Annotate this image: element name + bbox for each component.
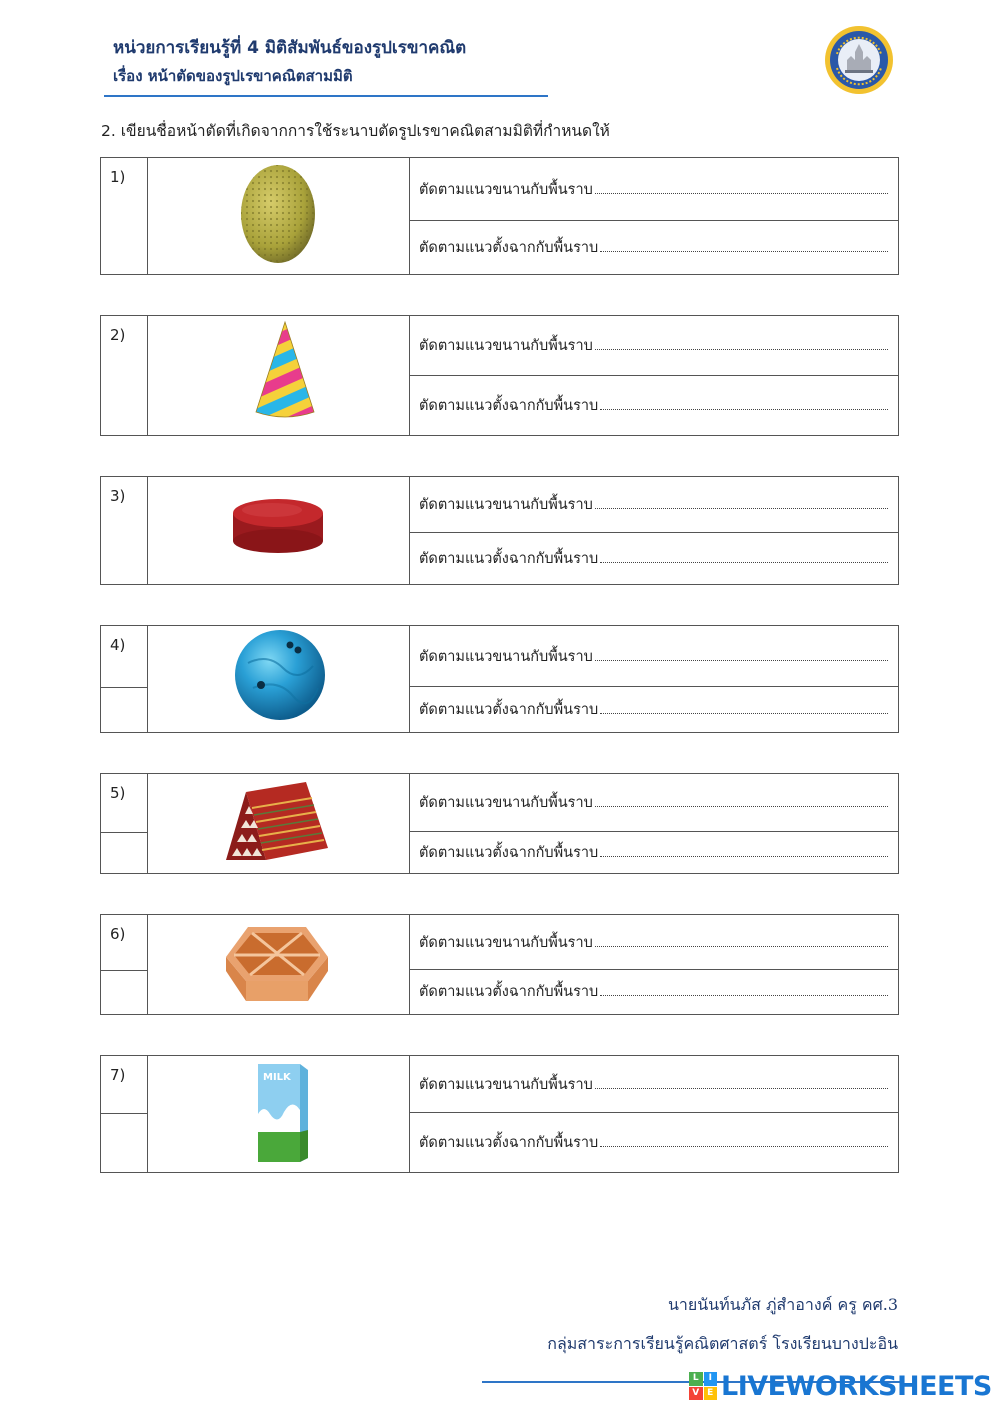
answer-vertical-label: ตัดตามแนวตั้งฉากกับพื้นราบ [419, 239, 599, 256]
question-4 [100, 625, 899, 733]
answer-vertical-blank[interactable] [600, 251, 888, 252]
answer-vertical-row[interactable] [410, 532, 898, 584]
answer-horizontal-row[interactable] [410, 477, 898, 533]
triangle-pillow-image [224, 778, 330, 864]
answer-cell [410, 774, 898, 873]
row-divider [101, 970, 148, 971]
question-number: 4) [110, 636, 126, 654]
answer-cell [410, 915, 898, 1014]
answer-horizontal-row[interactable] [410, 316, 898, 376]
answer-vertical-blank[interactable] [600, 562, 888, 563]
answer-cell [410, 1056, 898, 1172]
answer-horizontal-label: ตัดตามแนวขนานกับพื้นราบ [419, 795, 593, 811]
image-cell [148, 316, 410, 435]
image-cell [148, 774, 410, 873]
answer-horizontal-row[interactable] [410, 774, 898, 832]
bowling-ball-image [233, 628, 327, 722]
question-number-cell [101, 316, 148, 435]
answer-horizontal-label: ตัดตามแนวขนานกับพื้นราบ [419, 1076, 593, 1093]
answer-vertical-blank[interactable] [600, 1146, 888, 1147]
answer-vertical-blank[interactable] [600, 995, 888, 996]
answer-vertical-label: ตัดตามแนวตั้งฉากกับพื้นราบ [419, 550, 599, 567]
question-6 [100, 914, 899, 1015]
answer-horizontal-blank[interactable] [595, 806, 888, 807]
answer-vertical-row[interactable] [410, 375, 898, 435]
image-cell [148, 626, 410, 732]
liveworksheets-wordmark: LIVEWORKSHEETS [721, 1370, 992, 1402]
answer-vertical-row[interactable] [410, 220, 898, 274]
row-divider [101, 1113, 148, 1114]
answer-horizontal-label: ตัดตามแนวขนานกับพื้นราบ [419, 934, 593, 951]
question-number: 7) [110, 1066, 126, 1084]
liveworksheets-brand[interactable] [689, 1369, 992, 1403]
logo-letter: E [704, 1387, 718, 1401]
image-cell [148, 915, 410, 1014]
answer-vertical-blank[interactable] [600, 856, 888, 857]
question-1 [100, 157, 899, 275]
header-divider [104, 95, 548, 97]
question-number: 1) [110, 168, 126, 186]
answer-vertical-blank[interactable] [600, 409, 888, 410]
answer-vertical-label: ตัดตามแนวตั้งฉากกับพื้นราบ [419, 1134, 599, 1151]
answer-horizontal-row[interactable] [410, 158, 898, 221]
lesson-subtitle: เรื่อง หน้าตัดของรูปเรขาคณิตสามมิติ [113, 67, 353, 85]
image-cell [148, 158, 410, 274]
answer-cell [410, 316, 898, 435]
jackfruit-image [238, 162, 318, 266]
answer-cell [410, 477, 898, 584]
unit-title: หน่วยการเรียนรู้ที่ 4 มิติสัมพันธ์ของรูปเรขาคณิต [113, 38, 467, 58]
answer-cell [410, 158, 898, 274]
party-hat-image [250, 320, 320, 420]
answer-horizontal-blank[interactable] [595, 660, 888, 661]
question-number-cell [101, 626, 148, 732]
question-7 [100, 1055, 899, 1173]
milk-carton-image [254, 1058, 310, 1164]
question-number-cell [101, 774, 148, 873]
question-number: 2) [110, 326, 126, 344]
answer-vertical-row[interactable] [410, 1112, 898, 1172]
answer-horizontal-row[interactable] [410, 626, 898, 687]
answer-horizontal-label: ตัดตามแนวขนานกับพื้นราบ [419, 497, 593, 513]
answer-vertical-label: ตัดตามแนวตั้งฉากกับพื้นราบ [419, 397, 599, 414]
logo-letter: V [689, 1387, 703, 1401]
hexagonal-tray-image [224, 919, 330, 1005]
answer-vertical-row[interactable] [410, 831, 898, 873]
question-number-cell [101, 158, 148, 274]
question-5 [100, 773, 899, 874]
red-disc-image [230, 495, 326, 557]
question-number-cell [101, 477, 148, 584]
image-cell [148, 1056, 410, 1172]
question-number-cell [101, 915, 148, 1014]
logo-letter: L [689, 1372, 703, 1386]
logo-letter: I [704, 1372, 718, 1386]
answer-horizontal-label: ตัดตามแนวขนานกับพื้นราบ [419, 648, 593, 665]
answer-cell [410, 626, 898, 732]
answer-horizontal-row[interactable] [410, 915, 898, 970]
teacher-name: นายนันท์นภัส ภู่สำอางค์ ครู คศ.3 [667, 1295, 898, 1314]
answer-horizontal-blank[interactable] [595, 1088, 888, 1089]
row-divider [101, 832, 148, 833]
answer-vertical-row[interactable] [410, 969, 898, 1014]
answer-vertical-blank[interactable] [600, 713, 888, 714]
answer-horizontal-row[interactable] [410, 1056, 898, 1113]
question-number-cell [101, 1056, 148, 1172]
answer-vertical-row[interactable] [410, 686, 898, 732]
liveworksheets-logo-icon [689, 1372, 717, 1400]
question-number: 5) [110, 784, 126, 802]
row-divider [101, 687, 148, 688]
answer-horizontal-blank[interactable] [595, 508, 888, 509]
image-cell [148, 477, 410, 584]
answer-horizontal-blank[interactable] [595, 193, 888, 194]
instruction-text: 2. เขียนชื่อหน้าตัดที่เกิดจากการใช้ระนาบตัดรูปเรขาคณิตสามมิติที่กำหนดให้ [101, 122, 610, 140]
school-logo [823, 24, 895, 96]
answer-vertical-label: ตัดตามแนวตั้งฉากกับพื้นราบ [419, 984, 599, 1000]
answer-horizontal-label: ตัดตามแนวขนานกับพื้นราบ [419, 338, 593, 354]
question-number: 6) [110, 925, 126, 943]
answer-horizontal-blank[interactable] [595, 946, 888, 947]
question-3 [100, 476, 899, 585]
department-name: กลุ่มสาระการเรียนรู้คณิตศาสตร์ โรงเรียนบางปะอิน [547, 1334, 898, 1353]
answer-horizontal-blank[interactable] [595, 349, 888, 350]
answer-vertical-label: ตัดตามแนวตั้งฉากกับพื้นราบ [419, 844, 599, 861]
answer-vertical-label: ตัดตามแนวตั้งฉากกับพื้นราบ [419, 701, 599, 718]
milk-carton-label: MILK [263, 1072, 291, 1083]
answer-horizontal-label: ตัดตามแนวขนานกับพื้นราบ [419, 181, 593, 198]
question-number: 3) [110, 487, 126, 505]
question-2 [100, 315, 899, 436]
